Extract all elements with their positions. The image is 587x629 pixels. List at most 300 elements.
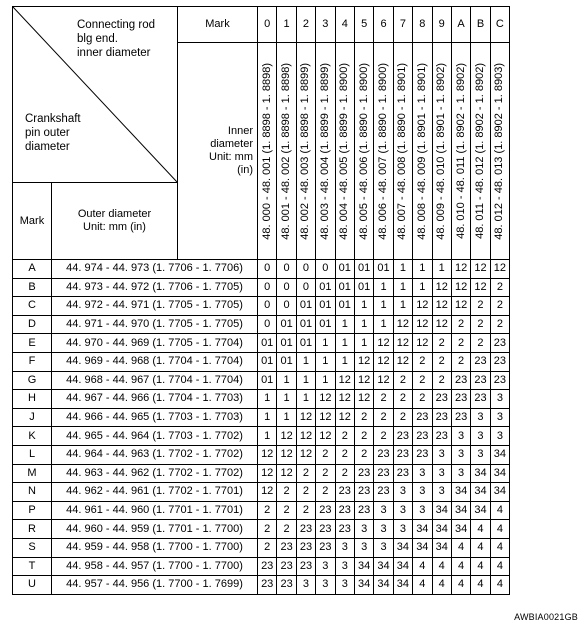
bearing-grade-cell: 12 bbox=[374, 371, 393, 390]
table-row bbox=[13, 352, 510, 371]
bearing-grade-cell: 0 bbox=[316, 260, 335, 279]
bearing-grade-cell: 2 bbox=[374, 390, 393, 409]
bearing-grade-cell: 23 bbox=[258, 557, 277, 576]
bearing-grade-cell: 01 bbox=[316, 297, 335, 316]
bearing-grade-cell: 4 bbox=[432, 557, 451, 576]
column-range-text: 48. 001 - 48. 002 (1. 8898 - 1. 8898) bbox=[280, 62, 293, 240]
table-row bbox=[13, 297, 510, 316]
bearing-grade-cell: 1 bbox=[374, 297, 393, 316]
row-outer-diameter: 44. 961 - 44. 960 (1. 7701 - 1. 7701) bbox=[52, 501, 258, 520]
bearing-grade-cell: 3 bbox=[374, 520, 393, 539]
column-mark-B: B bbox=[471, 7, 490, 43]
bearing-grade-cell: 12 bbox=[451, 297, 470, 316]
table-row bbox=[13, 371, 510, 390]
column-range-6 bbox=[374, 43, 393, 260]
bearing-grade-cell: 0 bbox=[277, 260, 296, 279]
row-mark: R bbox=[13, 520, 52, 539]
column-mark-0: 0 bbox=[258, 7, 277, 43]
bearing-grade-cell: 23 bbox=[258, 576, 277, 595]
column-range-text: 48. 008 - 48. 009 (1. 8901 - 1. 8901) bbox=[415, 62, 428, 240]
bearing-grade-cell: 12 bbox=[296, 408, 315, 427]
bearing-grade-cell: 23 bbox=[374, 445, 393, 464]
row-outer-diameter: 44. 958 - 44. 957 (1. 7700 - 1. 7700) bbox=[52, 557, 258, 576]
bearing-grade-cell: 2 bbox=[296, 501, 315, 520]
bearing-grade-cell: 23 bbox=[374, 464, 393, 483]
bearing-grade-cell: 34 bbox=[393, 538, 412, 557]
outer-diameter-label bbox=[52, 183, 178, 260]
bearing-grade-cell: 2 bbox=[413, 390, 432, 409]
bearing-grade-cell: 23 bbox=[393, 464, 412, 483]
bearing-grade-cell: 3 bbox=[296, 576, 315, 595]
bearing-grade-cell: 1 bbox=[393, 260, 412, 279]
bearing-grade-cell: 4 bbox=[490, 576, 509, 595]
column-range-C bbox=[490, 43, 509, 260]
column-mark-9: 9 bbox=[432, 7, 451, 43]
bearing-grade-cell: 2 bbox=[335, 427, 354, 446]
bearing-grade-cell: 23 bbox=[393, 445, 412, 464]
bearing-grade-cell: 1 bbox=[413, 278, 432, 297]
bearing-grade-cell: 23 bbox=[354, 501, 373, 520]
bearing-grade-cell: 23 bbox=[277, 557, 296, 576]
bearing-grade-cell: 3 bbox=[432, 483, 451, 502]
bearing-grade-cell: 12 bbox=[277, 464, 296, 483]
bearing-grade-cell: 23 bbox=[471, 352, 490, 371]
bearing-grade-cell: 2 bbox=[277, 483, 296, 502]
outer-diameter-line-1: Outer diameter bbox=[77, 208, 152, 220]
bearing-grade-cell: 12 bbox=[277, 427, 296, 446]
bearing-grade-cell: 12 bbox=[316, 427, 335, 446]
column-range-text: 48. 000 - 48. 001 (1. 8898 - 1. 8898) bbox=[260, 62, 273, 240]
bearing-grade-cell: 23 bbox=[451, 408, 470, 427]
bearing-grade-cell: 3 bbox=[451, 464, 470, 483]
row-mark: P bbox=[13, 501, 52, 520]
row-outer-diameter: 44. 968 - 44. 967 (1. 7704 - 1. 7704) bbox=[52, 371, 258, 390]
bearing-grade-cell: 0 bbox=[258, 315, 277, 334]
bearing-grade-cell: 23 bbox=[393, 427, 412, 446]
bearing-grade-cell: 1 bbox=[374, 278, 393, 297]
bearing-grade-cell: 23 bbox=[374, 483, 393, 502]
bearing-grade-cell: 3 bbox=[432, 445, 451, 464]
bearing-grade-cell: 34 bbox=[451, 483, 470, 502]
column-range-text: 48. 003 - 48. 004 (1. 8899 - 1. 8899) bbox=[318, 62, 331, 240]
figure-code: AWBIA0021GB bbox=[514, 612, 578, 622]
bearing-grade-cell: 23 bbox=[354, 483, 373, 502]
column-range-text: 48. 010 - 48. 011 (1. 8902 - 1. 8902) bbox=[454, 63, 467, 239]
bearing-grade-cell: 1 bbox=[277, 371, 296, 390]
bearing-grade-cell: 1 bbox=[432, 260, 451, 279]
table-row bbox=[13, 278, 510, 297]
bearing-grade-cell: 3 bbox=[393, 483, 412, 502]
row-mark: E bbox=[13, 334, 52, 353]
bearing-grade-cell: 0 bbox=[277, 297, 296, 316]
bearing-grade-cell: 2 bbox=[335, 464, 354, 483]
inner-diameter-label bbox=[178, 43, 258, 260]
column-range-4 bbox=[335, 43, 354, 260]
row-outer-diameter: 44. 966 - 44. 965 (1. 7703 - 1. 7703) bbox=[52, 408, 258, 427]
bearing-grade-cell: 23 bbox=[413, 427, 432, 446]
bearing-grade-cell: 34 bbox=[374, 557, 393, 576]
bearing-grade-cell: 23 bbox=[296, 557, 315, 576]
bearing-grade-cell: 3 bbox=[451, 445, 470, 464]
row-mark: B bbox=[13, 278, 52, 297]
bearing-grade-cell: 01 bbox=[296, 297, 315, 316]
bearing-grade-cell: 23 bbox=[413, 408, 432, 427]
bearing-grade-cell: 23 bbox=[335, 520, 354, 539]
bearing-grade-cell: 2 bbox=[277, 520, 296, 539]
bearing-grade-cell: 3 bbox=[335, 557, 354, 576]
bearing-selection-table bbox=[12, 6, 510, 595]
bearing-grade-cell: 12 bbox=[258, 464, 277, 483]
connecting-rod-line-1: Connecting rod bbox=[77, 19, 155, 31]
table-row bbox=[13, 520, 510, 539]
bearing-grade-cell: 23 bbox=[432, 427, 451, 446]
bearing-grade-cell: 1 bbox=[316, 334, 335, 353]
bearing-grade-cell: 12 bbox=[432, 315, 451, 334]
bearing-grade-cell: 3 bbox=[490, 390, 509, 409]
column-range-3 bbox=[316, 43, 335, 260]
bearing-grade-cell: 4 bbox=[451, 557, 470, 576]
bearing-grade-cell: 4 bbox=[471, 538, 490, 557]
bearing-grade-cell: 4 bbox=[471, 520, 490, 539]
bearing-grade-cell: 34 bbox=[413, 520, 432, 539]
bearing-grade-cell: 34 bbox=[354, 576, 373, 595]
row-mark: S bbox=[13, 538, 52, 557]
bearing-grade-cell: 1 bbox=[354, 334, 373, 353]
bearing-grade-cell: 01 bbox=[316, 315, 335, 334]
column-range-7 bbox=[393, 43, 412, 260]
bearing-grade-cell: 3 bbox=[335, 538, 354, 557]
row-outer-diameter: 44. 970 - 44. 969 (1. 7705 - 1. 7704) bbox=[52, 334, 258, 353]
bearing-grade-cell: 3 bbox=[490, 427, 509, 446]
bearing-grade-cell: 23 bbox=[451, 390, 470, 409]
inner-diameter-line-1: Inner bbox=[227, 125, 253, 137]
bearing-grade-cell: 4 bbox=[432, 576, 451, 595]
table-row bbox=[13, 427, 510, 446]
bearing-grade-cell: 34 bbox=[471, 483, 490, 502]
row-outer-diameter: 44. 965 - 44. 964 (1. 7703 - 1. 7702) bbox=[52, 427, 258, 446]
table-row bbox=[13, 557, 510, 576]
column-mark-4: 4 bbox=[335, 7, 354, 43]
column-range-text: 48. 005 - 48. 006 (1. 8890 - 1. 8900) bbox=[357, 62, 370, 240]
bearing-grade-cell: 1 bbox=[374, 315, 393, 334]
bearing-grade-cell: 4 bbox=[490, 520, 509, 539]
bearing-grade-cell: 01 bbox=[374, 260, 393, 279]
table-row bbox=[13, 483, 510, 502]
bearing-grade-cell: 2 bbox=[258, 501, 277, 520]
bearing-grade-cell: 2 bbox=[354, 408, 373, 427]
bearing-grade-cell: 2 bbox=[296, 483, 315, 502]
bearing-grade-cell: 3 bbox=[413, 483, 432, 502]
bearing-grade-cell: 34 bbox=[490, 445, 509, 464]
bearing-grade-cell: 1 bbox=[393, 297, 412, 316]
table-row bbox=[13, 501, 510, 520]
column-mark-3: 3 bbox=[316, 7, 335, 43]
bearing-grade-cell: 2 bbox=[432, 371, 451, 390]
bearing-grade-cell: 3 bbox=[451, 427, 470, 446]
bearing-grade-cell: 4 bbox=[471, 576, 490, 595]
bearing-grade-cell: 23 bbox=[471, 371, 490, 390]
bearing-grade-cell: 1 bbox=[393, 278, 412, 297]
bearing-grade-cell: 01 bbox=[296, 334, 315, 353]
bearing-grade-cell: 2 bbox=[490, 297, 509, 316]
column-range-text: 48. 006 - 48. 007 (1. 8890 - 1. 8900) bbox=[377, 62, 390, 240]
bearing-grade-cell: 1 bbox=[335, 334, 354, 353]
bearing-grade-cell: 4 bbox=[471, 557, 490, 576]
bearing-grade-cell: 34 bbox=[393, 576, 412, 595]
bearing-grade-cell: 0 bbox=[296, 278, 315, 297]
column-range-text: 48. 004 - 48. 005 (1. 8899 - 1. 8900) bbox=[338, 62, 351, 240]
bearing-grade-cell: 23 bbox=[354, 464, 373, 483]
bearing-grade-cell: 34 bbox=[393, 557, 412, 576]
row-mark: G bbox=[13, 371, 52, 390]
row-mark: K bbox=[13, 427, 52, 446]
crankshaft-label bbox=[25, 112, 81, 154]
column-mark-5: 5 bbox=[354, 7, 373, 43]
bearing-grade-cell: 12 bbox=[374, 352, 393, 371]
bearing-grade-cell: 4 bbox=[490, 501, 509, 520]
bearing-grade-cell: 01 bbox=[335, 260, 354, 279]
bearing-grade-cell: 23 bbox=[316, 501, 335, 520]
bearing-grade-cell: 1 bbox=[316, 352, 335, 371]
bearing-grade-cell: 2 bbox=[490, 278, 509, 297]
column-range-text: 48. 011 - 48. 012 (1. 8902 - 1. 8902) bbox=[473, 63, 486, 239]
table-row bbox=[13, 334, 510, 353]
bearing-grade-cell: 23 bbox=[413, 445, 432, 464]
bearing-grade-cell: 1 bbox=[335, 315, 354, 334]
bearing-grade-cell: 1 bbox=[277, 390, 296, 409]
bearing-grade-cell: 4 bbox=[451, 538, 470, 557]
bearing-grade-cell: 1 bbox=[296, 352, 315, 371]
bearing-grade-cell: 12 bbox=[471, 278, 490, 297]
row-mark: L bbox=[13, 445, 52, 464]
bearing-grade-cell: 01 bbox=[296, 315, 315, 334]
inner-diameter-line-3: Unit: mm bbox=[209, 151, 253, 163]
row-mark: J bbox=[13, 408, 52, 427]
table-row bbox=[13, 538, 510, 557]
bearing-grade-cell: 4 bbox=[490, 557, 509, 576]
row-outer-diameter: 44. 957 - 44. 956 (1. 7700 - 1. 7699) bbox=[52, 576, 258, 595]
column-mark-7: 7 bbox=[393, 7, 412, 43]
row-mark: M bbox=[13, 464, 52, 483]
row-outer-diameter: 44. 964 - 44. 963 (1. 7702 - 1. 7702) bbox=[52, 445, 258, 464]
connecting-rod-line-3: inner diameter bbox=[77, 47, 151, 59]
inner-diameter-line-2: diameter bbox=[210, 138, 253, 150]
column-range-2 bbox=[296, 43, 315, 260]
connecting-rod-label bbox=[77, 18, 155, 60]
bearing-grade-cell: 12 bbox=[393, 352, 412, 371]
bearing-grade-cell: 2 bbox=[451, 352, 470, 371]
bearing-grade-cell: 3 bbox=[393, 520, 412, 539]
column-range-8 bbox=[413, 43, 432, 260]
table-row bbox=[13, 408, 510, 427]
row-mark: D bbox=[13, 315, 52, 334]
bearing-grade-cell: 01 bbox=[354, 278, 373, 297]
bearing-grade-cell: 2 bbox=[335, 445, 354, 464]
bearing-grade-cell: 2 bbox=[258, 520, 277, 539]
bearing-grade-cell: 23 bbox=[335, 483, 354, 502]
bearing-grade-cell: 3 bbox=[354, 538, 373, 557]
bearing-grade-cell: 2 bbox=[354, 427, 373, 446]
row-outer-diameter: 44. 967 - 44. 966 (1. 7704 - 1. 7703) bbox=[52, 390, 258, 409]
bearing-grade-cell: 12 bbox=[413, 334, 432, 353]
row-mark: U bbox=[13, 576, 52, 595]
bearing-grade-cell: 34 bbox=[490, 464, 509, 483]
bearing-grade-cell: 2 bbox=[316, 483, 335, 502]
bearing-grade-cell: 3 bbox=[471, 445, 490, 464]
bearing-grade-cell: 2 bbox=[393, 408, 412, 427]
bearing-grade-cell: 2 bbox=[413, 352, 432, 371]
bearing-grade-cell: 12 bbox=[374, 334, 393, 353]
bearing-grade-cell: 23 bbox=[432, 390, 451, 409]
table-row bbox=[13, 464, 510, 483]
column-range-9 bbox=[432, 43, 451, 260]
bearing-grade-cell: 23 bbox=[490, 352, 509, 371]
bearing-grade-cell: 4 bbox=[413, 557, 432, 576]
bearing-grade-cell: 12 bbox=[258, 483, 277, 502]
bearing-grade-cell: 2 bbox=[258, 538, 277, 557]
bearing-grade-cell: 34 bbox=[451, 520, 470, 539]
row-mark: H bbox=[13, 390, 52, 409]
bearing-grade-cell: 12 bbox=[490, 260, 509, 279]
bearing-grade-cell: 2 bbox=[432, 334, 451, 353]
bearing-grade-cell: 01 bbox=[258, 371, 277, 390]
bearing-grade-cell: 01 bbox=[316, 278, 335, 297]
bearing-grade-cell: 23 bbox=[277, 576, 296, 595]
bearing-grade-cell: 2 bbox=[393, 390, 412, 409]
bearing-grade-cell: 12 bbox=[316, 408, 335, 427]
bearing-grade-cell: 2 bbox=[316, 445, 335, 464]
bearing-grade-cell: 1 bbox=[335, 352, 354, 371]
row-mark-header: Mark bbox=[13, 183, 52, 260]
bearing-grade-cell: 2 bbox=[374, 408, 393, 427]
row-mark: C bbox=[13, 297, 52, 316]
row-outer-diameter: 44. 973 - 44. 972 (1. 7706 - 1. 7705) bbox=[52, 278, 258, 297]
bearing-grade-cell: 1 bbox=[258, 390, 277, 409]
bearing-grade-cell: 34 bbox=[354, 557, 373, 576]
bearing-grade-cell: 0 bbox=[258, 297, 277, 316]
bearing-grade-cell: 34 bbox=[432, 538, 451, 557]
bearing-grade-cell: 1 bbox=[277, 408, 296, 427]
bearing-grade-cell: 12 bbox=[413, 315, 432, 334]
column-range-5 bbox=[354, 43, 373, 260]
bearing-grade-cell: 2 bbox=[393, 371, 412, 390]
bearing-grade-cell: 34 bbox=[374, 576, 393, 595]
bearing-grade-cell: 2 bbox=[413, 371, 432, 390]
row-outer-diameter: 44. 959 - 44. 958 (1. 7700 - 1. 7700) bbox=[52, 538, 258, 557]
table-row bbox=[13, 260, 510, 279]
bearing-grade-cell: 23 bbox=[432, 408, 451, 427]
bearing-grade-cell: 12 bbox=[451, 260, 470, 279]
bearing-grade-cell: 23 bbox=[335, 501, 354, 520]
row-outer-diameter: 44. 974 - 44. 973 (1. 7706 - 1. 7706) bbox=[52, 260, 258, 279]
row-outer-diameter: 44. 962 - 44. 961 (1. 7702 - 1. 7701) bbox=[52, 483, 258, 502]
row-outer-diameter: 44. 969 - 44. 968 (1. 7704 - 1. 7704) bbox=[52, 352, 258, 371]
bearing-grade-cell: 12 bbox=[354, 352, 373, 371]
row-outer-diameter: 44. 972 - 44. 971 (1. 7705 - 1. 7705) bbox=[52, 297, 258, 316]
bearing-grade-cell: 01 bbox=[277, 352, 296, 371]
bearing-grade-cell: 23 bbox=[296, 538, 315, 557]
bearing-grade-cell: 0 bbox=[258, 278, 277, 297]
bearing-grade-cell: 2 bbox=[451, 334, 470, 353]
bearing-grade-cell: 23 bbox=[316, 538, 335, 557]
bearing-grade-cell: 2 bbox=[471, 315, 490, 334]
bearing-grade-cell: 2 bbox=[451, 315, 470, 334]
bearing-grade-cell: 12 bbox=[354, 371, 373, 390]
column-mark-header: Mark bbox=[178, 7, 258, 43]
column-mark-1: 1 bbox=[277, 7, 296, 43]
column-range-1 bbox=[277, 43, 296, 260]
column-mark-C: C bbox=[490, 7, 509, 43]
bearing-grade-cell: 12 bbox=[316, 390, 335, 409]
column-mark-2: 2 bbox=[296, 7, 315, 43]
bearing-grade-cell: 4 bbox=[413, 576, 432, 595]
bearing-grade-cell: 12 bbox=[335, 390, 354, 409]
bearing-grade-cell: 34 bbox=[471, 501, 490, 520]
bearing-grade-cell: 1 bbox=[258, 408, 277, 427]
bearing-grade-cell: 34 bbox=[432, 520, 451, 539]
bearing-grade-cell: 2 bbox=[296, 464, 315, 483]
row-mark: F bbox=[13, 352, 52, 371]
bearing-grade-cell: 3 bbox=[335, 576, 354, 595]
bearing-grade-cell: 2 bbox=[471, 297, 490, 316]
bearing-grade-cell: 3 bbox=[354, 520, 373, 539]
row-mark: N bbox=[13, 483, 52, 502]
bearing-grade-cell: 23 bbox=[277, 538, 296, 557]
bearing-grade-cell: 1 bbox=[258, 427, 277, 446]
bearing-grade-cell: 12 bbox=[354, 390, 373, 409]
bearing-grade-cell: 3 bbox=[316, 557, 335, 576]
outer-diameter-line-2: Unit: mm (in) bbox=[83, 221, 146, 233]
bearing-grade-cell: 1 bbox=[413, 260, 432, 279]
bearing-grade-cell: 4 bbox=[451, 576, 470, 595]
bearing-grade-cell: 12 bbox=[471, 260, 490, 279]
bearing-grade-cell: 0 bbox=[296, 260, 315, 279]
table-row bbox=[13, 390, 510, 409]
bearing-grade-cell: 0 bbox=[258, 260, 277, 279]
bearing-grade-cell: 12 bbox=[393, 315, 412, 334]
bearing-grade-cell: 34 bbox=[471, 464, 490, 483]
column-mark-A: A bbox=[451, 7, 470, 43]
bearing-grade-cell: 1 bbox=[354, 315, 373, 334]
bearing-grade-cell: 1 bbox=[316, 371, 335, 390]
bearing-grade-cell: 23 bbox=[316, 520, 335, 539]
bearing-grade-cell: 1 bbox=[296, 390, 315, 409]
bearing-grade-cell: 12 bbox=[258, 445, 277, 464]
bearing-grade-cell: 12 bbox=[413, 297, 432, 316]
bearing-grade-cell: 23 bbox=[471, 390, 490, 409]
bearing-grade-cell: 4 bbox=[490, 538, 509, 557]
bearing-grade-cell: 2 bbox=[374, 427, 393, 446]
row-outer-diameter: 44. 963 - 44. 962 (1. 7702 - 1. 7702) bbox=[52, 464, 258, 483]
bearing-grade-cell: 12 bbox=[451, 278, 470, 297]
bearing-grade-cell: 3 bbox=[471, 427, 490, 446]
column-range-text: 48. 012 - 48. 013 (1. 8902 - 1. 8903) bbox=[493, 62, 506, 240]
bearing-grade-cell: 23 bbox=[490, 371, 509, 390]
row-mark: T bbox=[13, 557, 52, 576]
bearing-grade-cell: 12 bbox=[432, 278, 451, 297]
bearing-grade-cell: 1 bbox=[296, 371, 315, 390]
bearing-grade-cell: 34 bbox=[432, 501, 451, 520]
bearing-grade-cell: 12 bbox=[335, 408, 354, 427]
row-outer-diameter: 44. 960 - 44. 959 (1. 7701 - 1. 7700) bbox=[52, 520, 258, 539]
bearing-grade-cell: 3 bbox=[316, 576, 335, 595]
column-mark-8: 8 bbox=[413, 7, 432, 43]
column-range-text: 48. 002 - 48. 003 (1. 8898 - 1. 8899) bbox=[299, 62, 312, 240]
bearing-grade-cell: 34 bbox=[413, 538, 432, 557]
row-outer-diameter: 44. 971 - 44. 970 (1. 7705 - 1. 7705) bbox=[52, 315, 258, 334]
bearing-grade-cell: 2 bbox=[490, 315, 509, 334]
column-range-text: 48. 007 - 48. 008 (1. 8890 - 1. 8901) bbox=[396, 62, 409, 240]
